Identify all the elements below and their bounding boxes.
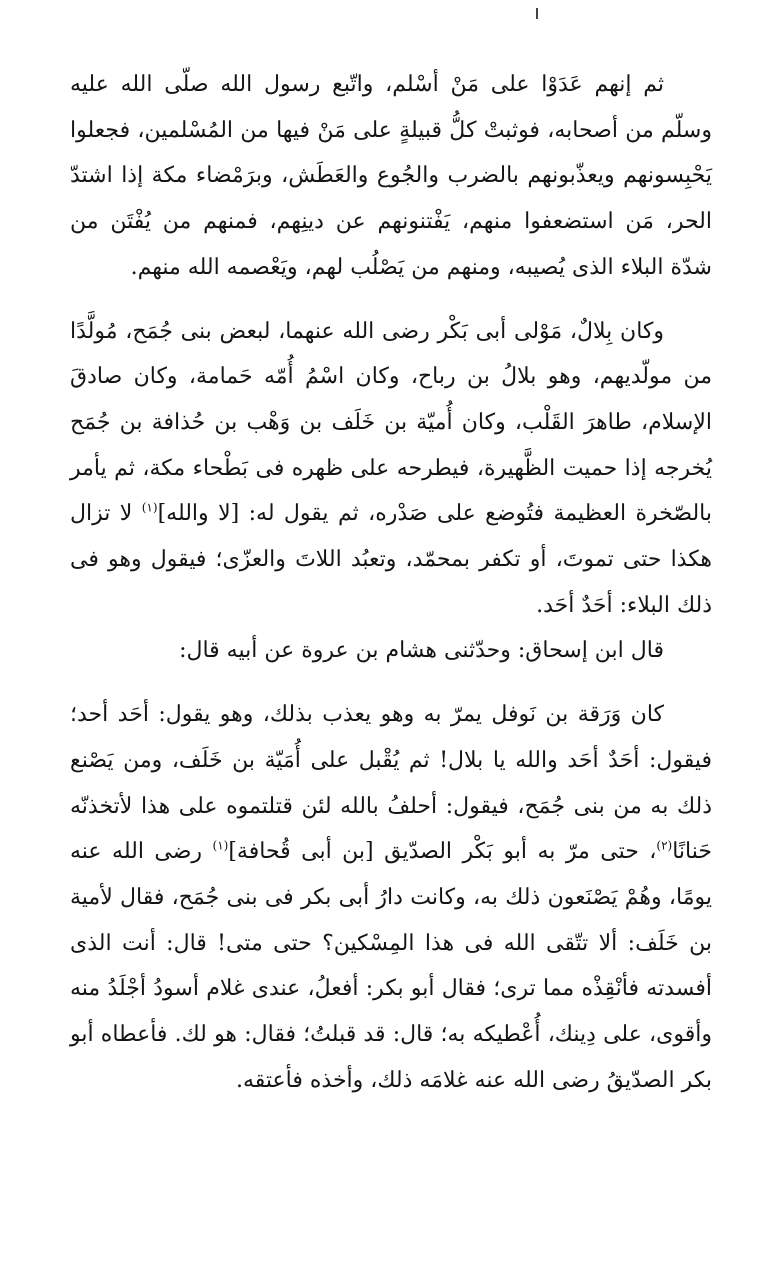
footnote-marker: (٢) [656, 838, 673, 853]
paragraph-waraqa [70, 692, 712, 1103]
top-margin-mark [536, 8, 538, 19]
paragraph-text: ، حتى مرّ به أبو بَكْر الصدّيق [بن أبى قُحافة] [228, 839, 657, 865]
text-block [70, 62, 712, 1103]
paragraph-text: رضى الله عنه يومًا، وهُمْ يَصْنَعون ذلك به، وكانت دارُ أبى بكر فى بنى جُمَح، فقال لأمية بن خَلَف: ألا تتّقى الله فى هذا المِسْكين؟ حتى متى! قال: أنت الذى أفسدته فأنْقِذْه مما ترى؛ فقال أبو بكر: أفعلُ، عندى غلام أسودُ أجْلَدُ منه وأقوى، على دِينك، أُعْطيكه به؛ قال: قد قبلتُ؛ فقال: هو لك. فأعطاه أبو بكر الصدّيقُ رضى الله عنه غلامَه ذلك، وأخذه فأعتقه. [70, 839, 712, 1093]
paragraph-text: كان وَرَقة بن نَوفل يمرّ به وهو يعذب بذلك، وهو يقول: أحَد أحد؛ فيقول: أحَدٌ أحَد والله يا بلال! ثم يُقْبل على أُمَيّة بن خَلَف، ومن يَصْنع ذلك به من بنى جُمَح، فيقول: أحلفُ بالله لئن قتلتموه على هذا لأتخذنّه حَنانًا [70, 702, 712, 865]
paragraph-text: ثم إنهم عَدَوْا على مَنْ أسْلم، واتّبع رسول الله صلّى الله عليه وسلّم من أصحابه، فوثبتْ كلُّ قبيلةٍ على مَنْ فيها من المُسْلمين، فجعلوا يَحْبِسونهم ويعذّبونهم بالضرب والجُوع والعَطَش، وبرَمْضاء مكة إذا اشتدّ الحر، مَن استضعفوا منهم، يَفْتنونهم عن دينِهم، فمنهم من يُفْتَن من شدّة البلاء الذى يُصيبه، ومنهم من يَصْلُب لهم، ويَعْصمه الله منهم. [70, 72, 712, 280]
footnote-marker: (١) [212, 838, 229, 853]
paragraph-bilal [70, 309, 712, 629]
paragraph-text: لا تزال هكذا حتى تموتَ، أو تكفر بمحمّد، وتعبُد اللاتَ والعزّى؛ فيقول وهو فى ذلك البلاء: أحَدٌ أحَد. [70, 501, 712, 618]
paragraph-text: وكان بِلالٌ، مَوْلى أبى بَكْر رضى الله عنهما، لبعض بنى جُمَح، مُولَّدًا من مولّديهم، وهو بلالُ بن رباح، وكان اسْمُ أُمّه حَمامة، وكان صادقَ الإسلام، طاهرَ القَلْب، وكان أُميّة بن خَلَف بن وَهْب بن حُذافة بن جُمَح يُخرجه إذا حميت الظَّهيرة، فيطرحه على ظهره فى بَطْحاء مكة، ثم يأمر بالصّخرة العظيمة فتُوضع على صَدْره، ثم يقول له: [لا والله] [70, 318, 712, 527]
paragraph-text: قال ابن إسحاق: وحدّثنى هشام بن عروة عن أبيه قال: [179, 638, 664, 664]
paragraph-persecution [70, 62, 712, 291]
paragraph-isnad [70, 628, 712, 674]
footnote-marker: (١) [141, 501, 158, 515]
